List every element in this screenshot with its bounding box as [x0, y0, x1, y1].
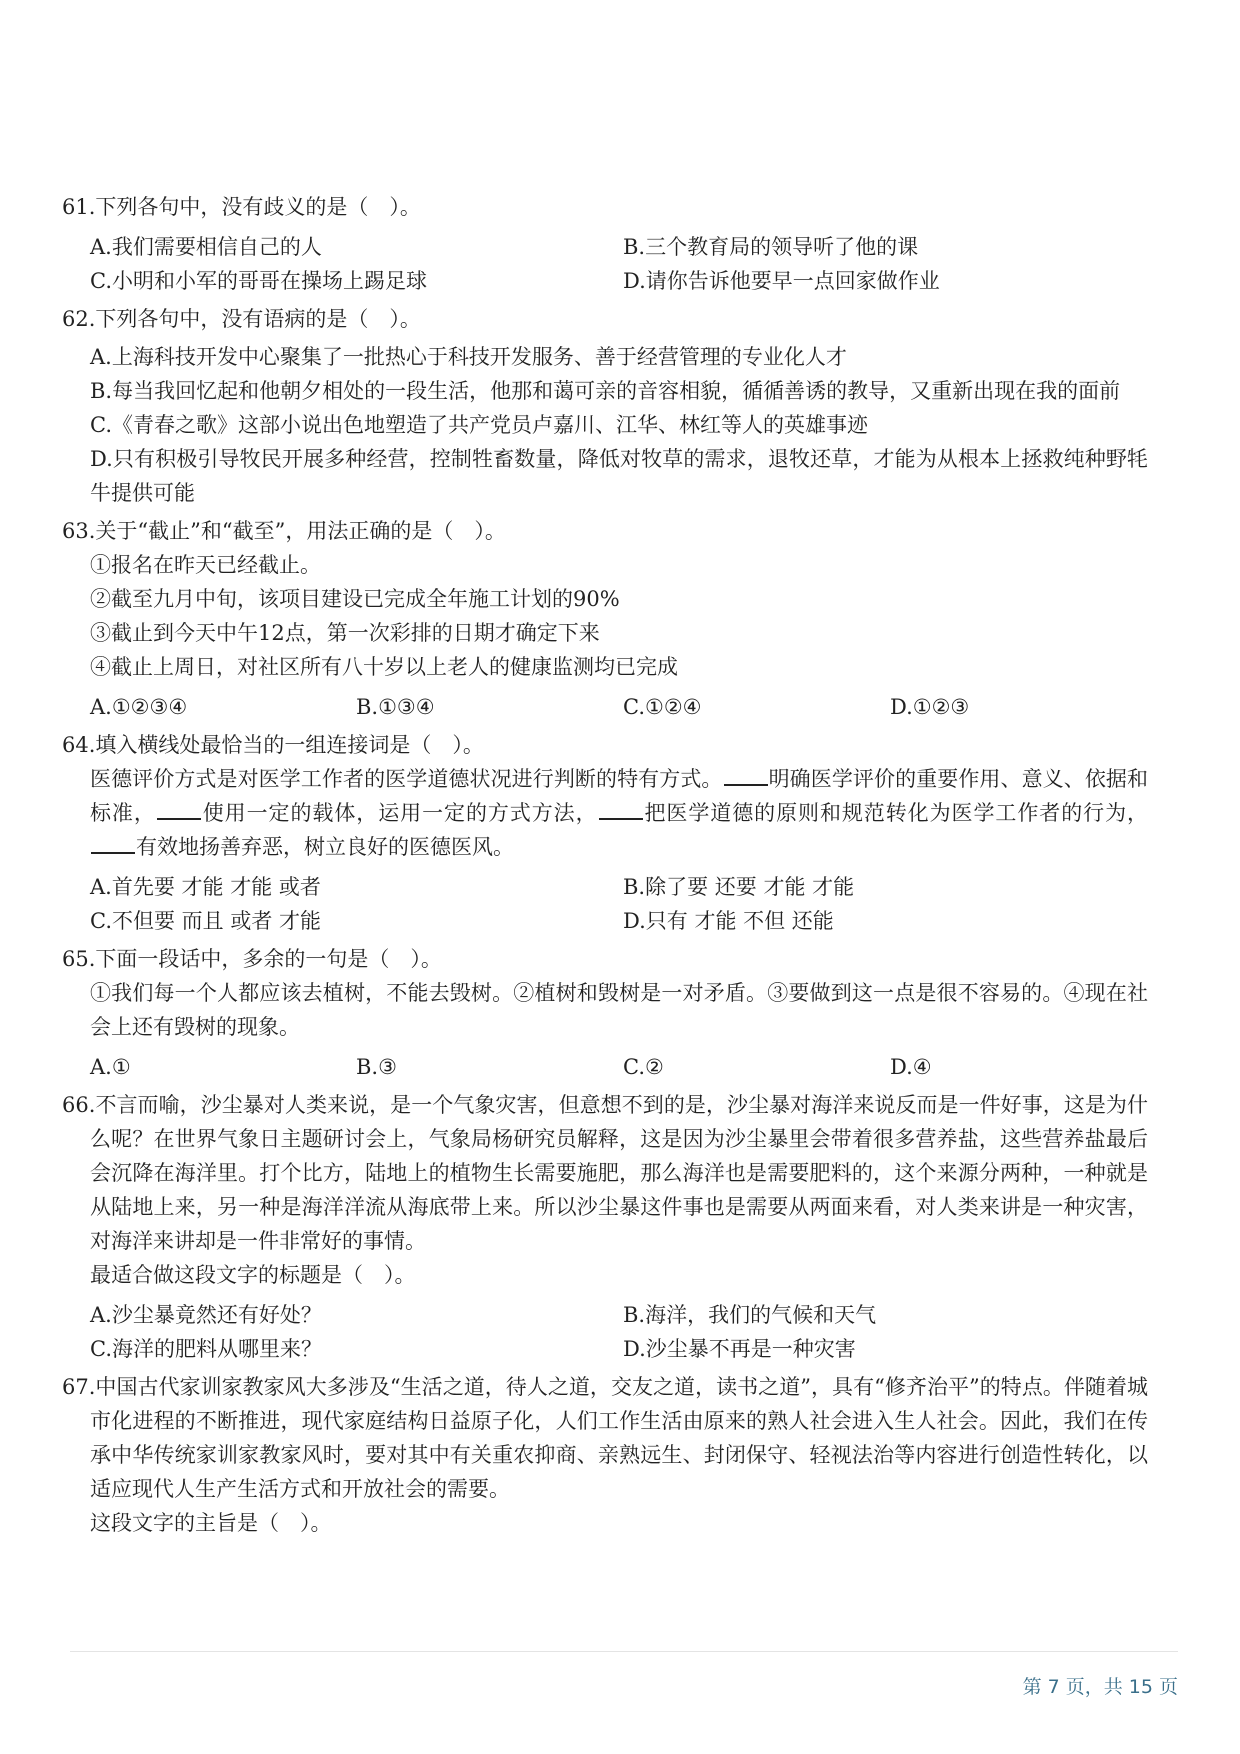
- option-c: C.不但要 而且 或者 才能: [90, 909, 322, 933]
- option-c: C.海洋的肥料从哪里来？: [90, 1337, 322, 1361]
- passage-part: 把医学道德的原则和规范转化为医学工作者的行为，: [643, 801, 1149, 825]
- options: [62, 690, 1148, 724]
- option-b: B.海洋，我们的气候和天气: [623, 1303, 877, 1327]
- question-stem: 64.填入横线处最恰当的一组连接词是（ ）。: [62, 733, 484, 757]
- option-c: C.①②④: [623, 695, 702, 719]
- option-a: A.我们需要相信自己的人: [90, 235, 322, 259]
- exam-page-content: [62, 190, 1148, 1544]
- statement-3: ③截止到今天中午12点，第一次彩排的日期才确定下来: [90, 621, 600, 645]
- option-a: A.①②③④: [90, 695, 188, 719]
- blank: [91, 834, 135, 854]
- passage-part: 使用一定的载体，运用一定的方式方法，: [201, 801, 598, 825]
- options: [62, 230, 1148, 298]
- question-67: [62, 1370, 1148, 1540]
- options: [62, 1050, 1148, 1084]
- option-a: A.沙尘暴竟然还有好处？: [90, 1303, 322, 1327]
- option-d: D.只有积极引导牧民开展多种经营，控制牲畜数量，降低对牧草的需求，退牧还草，才能为从根本上拯救纯种野牦牛提供可能: [90, 447, 1148, 505]
- option-a: A.首先要 才能 才能 或者: [90, 875, 321, 899]
- options: [62, 870, 1148, 938]
- option-c: C.②: [623, 1055, 664, 1079]
- passage: ①我们每一个人都应该去植树，不能去毁树。②植树和毁树是一对矛盾。③要做到这一点是很不容易的。④现在社会上还有毁树的现象。: [90, 981, 1148, 1039]
- question-stem: 67.中国古代家训家教家风大多涉及“生活之道，待人之道，交友之道，读书之道”，具有“修齐治平”的特点。伴随着城市化进程的不断推进，现代家庭结构日益原子化，人们工作生活由原来的熟人社会进入生人社会。因此，我们在传承中华传统家训家教家风时，要对其中有关重农抑商、亲熟远生、封闭保守、轻视法治等内容进行创造性转化，以适应现代人生产生活方式和开放社会的需要。: [62, 1375, 1148, 1501]
- option-b: B.除了要 还要 才能 才能: [623, 875, 855, 899]
- question-stem: 65.下面一段话中，多余的一句是（ ）。: [62, 947, 442, 971]
- question-stem: 63.关于“截止”和“截至”，用法正确的是（ ）。: [62, 519, 506, 543]
- passage-part: 有效地扬善弃恶，树立良好的医德医风。: [136, 835, 514, 859]
- question-61: [62, 190, 1148, 298]
- option-b: B.①③④: [356, 695, 435, 719]
- option-d: D.沙尘暴不再是一种灾害: [623, 1337, 856, 1361]
- options: [62, 1298, 1148, 1366]
- passage-part: 医德评价方式是对医学工作者的医学道德状况进行判断的特有方式。: [90, 767, 723, 791]
- statement-4: ④截止上周日，对社区所有八十岁以上老人的健康监测均已完成: [90, 655, 678, 679]
- option-c: C.小明和小军的哥哥在操场上踢足球: [90, 269, 427, 293]
- option-d: D.请你告诉他要早一点回家做作业: [623, 269, 940, 293]
- option-b: B.每当我回忆起和他朝夕相处的一段生活，他那和蔼可亲的音容相貌，循循善诱的教导，又重新出现在我的面前: [90, 379, 1121, 403]
- question-stem: 66.不言而喻，沙尘暴对人类来说，是一个气象灾害，但意想不到的是，沙尘暴对海洋来说反而是一件好事，这是为什么呢？在世界气象日主题研讨会上，气象局杨研究员解释，这是因为沙尘暴里会带着很多营养盐，这些营养盐最后会沉降在海洋里。打个比方，陆地上的植物生长需要施肥，那么海洋也是需要肥料的，这个来源分两种，一种就是从陆地上来，另一种是海洋洋流从海底带上来。所以沙尘暴这件事也是需要从两面来看，对人类来讲是一种灾害，对海洋来讲却是一件非常好的事情。: [62, 1093, 1148, 1253]
- page-number: 第 7 页，共 15 页: [1022, 1676, 1178, 1698]
- option-b: B.三个教育局的领导听了他的课: [623, 235, 919, 259]
- question-prompt: 这段文字的主旨是（ ）。: [90, 1511, 332, 1535]
- statement-1: ①报名在昨天已经截止。: [90, 553, 321, 577]
- statement-2: ②截至九月中旬，该项目建设已完成全年施工计划的90%: [90, 587, 620, 611]
- option-a: A.上海科技开发中心聚集了一批热心于科技开发服务、善于经营管理的专业化人才: [90, 345, 847, 369]
- option-d: D.①②③: [890, 695, 970, 719]
- option-d: D.④: [890, 1055, 932, 1079]
- option-c: C.《青春之歌》这部小说出色地塑造了共产党员卢嘉川、江华、林红等人的英雄事迹: [90, 413, 868, 437]
- option-b: B.③: [356, 1055, 397, 1079]
- question-66: [62, 1088, 1148, 1366]
- question-prompt: 最适合做这段文字的标题是（ ）。: [90, 1263, 416, 1287]
- question-64: [62, 728, 1148, 938]
- question-stem: 62.下列各句中，没有语病的是（ ）。: [62, 307, 421, 331]
- passage: [62, 762, 1148, 864]
- question-62: [62, 302, 1148, 510]
- blank: [599, 800, 643, 820]
- question-65: [62, 942, 1148, 1084]
- question-63: [62, 514, 1148, 724]
- option-a: A.①: [90, 1055, 131, 1079]
- blank: [724, 766, 768, 786]
- passage-part: 明确医学评价的重要作用、意义、依据和标准，: [90, 767, 1148, 825]
- question-stem: 61.下列各句中，没有歧义的是（ ）。: [62, 195, 421, 219]
- footer-divider: [70, 1651, 1178, 1652]
- option-d: D.只有 才能 不但 还能: [623, 909, 834, 933]
- blank: [157, 800, 201, 820]
